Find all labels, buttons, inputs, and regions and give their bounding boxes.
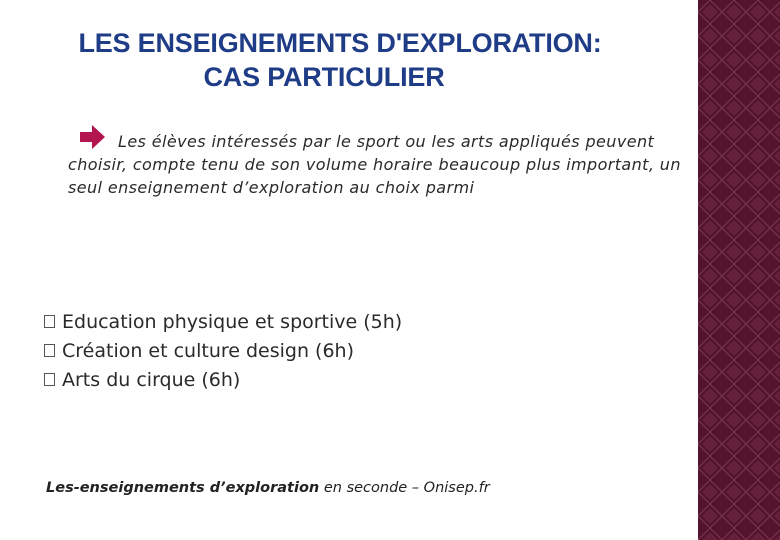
checkbox-icon	[44, 373, 55, 386]
option-label: Arts du cirque (6h)	[62, 368, 241, 391]
slide-title-line1: LES ENSEIGNEMENTS D'EXPLORATION:	[78, 28, 602, 58]
intro-paragraph: Les élèves intéressés par le sport ou les arts appliqués peuvent choisir, compte tenu de son volume horaire beaucoup plus important, un seul enseignement d’exploration au choix parmi	[68, 132, 681, 197]
checkbox-icon	[44, 344, 55, 357]
decorative-side-panel	[698, 0, 780, 540]
list-item	[44, 307, 402, 336]
options-list	[44, 307, 402, 394]
source-title: Les-enseignements d’exploration	[46, 480, 320, 496]
list-item	[44, 365, 402, 394]
slide-title-line2: CAS PARTICULIER	[203, 62, 445, 92]
source-site: en seconde – Onisep.fr	[319, 480, 490, 496]
list-item	[44, 336, 402, 365]
option-label: Education physique et sportive (5h)	[62, 310, 403, 333]
diamond-pattern	[698, 0, 780, 540]
source-citation	[46, 480, 490, 496]
checkbox-icon	[44, 315, 55, 328]
option-label: Création et culture design (6h)	[62, 339, 355, 362]
